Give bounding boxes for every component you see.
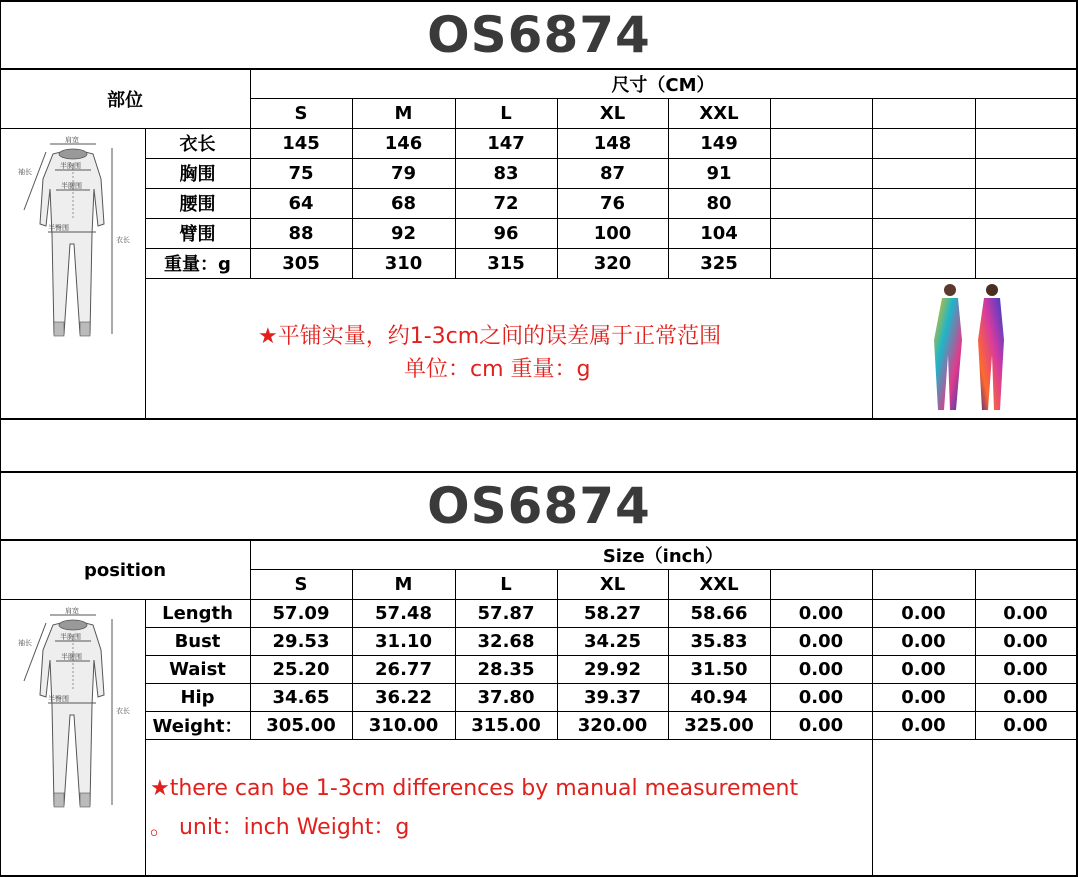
- grid-line: [145, 739, 1078, 740]
- value-cell: 0.00: [901, 714, 946, 736]
- size-label-6: [872, 98, 975, 128]
- grid-line: [872, 278, 873, 418]
- value-cell: 0.00: [901, 658, 946, 680]
- value-cell: [872, 128, 975, 158]
- size-label-6: [872, 569, 975, 599]
- diagram-label-length: 衣长: [116, 236, 130, 244]
- row-label-3: Hip: [180, 686, 215, 708]
- border-left: [0, 471, 1, 877]
- product-photo: [912, 280, 1032, 419]
- value-cell: [770, 188, 872, 218]
- note-line-1: ★平铺实量，约1-3cm之间的误差属于正常范围: [258, 324, 722, 349]
- row-label-4: 重量：g: [164, 254, 231, 275]
- value-cell: 29.92: [584, 658, 641, 680]
- position-header: position: [83, 559, 167, 581]
- grid-line: [145, 278, 1078, 279]
- value-cell: 305.00: [266, 714, 336, 736]
- value-cell: 0.00: [798, 602, 844, 624]
- diagram-label-length: 衣长: [116, 707, 130, 715]
- value-cell: 88: [288, 222, 314, 244]
- diagram-label-sleeve: 袖长: [18, 639, 32, 647]
- jumpsuit-diagram-icon: [8, 134, 138, 344]
- value-cell: 0.00: [1003, 630, 1048, 652]
- size-label-3: XL: [599, 102, 626, 124]
- row-label-0: 衣长: [179, 134, 216, 155]
- value-cell: [975, 218, 1076, 248]
- diagram-label-waist: 半腰围: [61, 653, 82, 661]
- value-cell: 25.20: [272, 658, 330, 680]
- value-cell: 0.00: [901, 602, 946, 624]
- size-label-7: [975, 98, 1076, 128]
- value-cell: 26.77: [375, 658, 432, 680]
- value-cell: 147: [487, 132, 525, 154]
- size-header: Size（inch）: [602, 546, 724, 567]
- value-cell: 0.00: [798, 630, 844, 652]
- value-cell: 87: [599, 162, 626, 184]
- value-cell: 31.10: [375, 630, 432, 652]
- diagram-label-shoulder: 肩宽: [65, 136, 79, 144]
- value-cell: [770, 128, 872, 158]
- value-cell: 36.22: [375, 686, 432, 708]
- value-cell: 35.83: [690, 630, 748, 652]
- diagram-label-bust: 半胸围: [60, 633, 81, 641]
- size-label-7: [975, 569, 1076, 599]
- value-cell: 34.65: [272, 686, 330, 708]
- value-cell: [872, 248, 975, 278]
- chart-title: OS6874: [427, 477, 651, 535]
- value-cell: 0.00: [1003, 686, 1048, 708]
- value-cell: [770, 218, 872, 248]
- value-cell: 310.00: [368, 714, 439, 736]
- value-cell: 104: [700, 222, 738, 244]
- value-cell: 75: [288, 162, 314, 184]
- value-cell: 57.09: [272, 602, 330, 624]
- note-line-2: 。 unit：inch Weight：g: [150, 815, 410, 840]
- border-left: [0, 0, 1, 420]
- value-cell: 310: [384, 252, 423, 274]
- row-label-1: 胸围: [179, 164, 216, 185]
- value-cell: 0.00: [798, 658, 844, 680]
- value-cell: 320: [593, 252, 632, 274]
- border-left: [0, 418, 1, 473]
- value-cell: 32.68: [477, 630, 535, 652]
- size-label-0: S: [294, 573, 308, 595]
- diagram-label-hip: 半臀围: [48, 695, 69, 703]
- size-label-5: [770, 98, 872, 128]
- value-cell: 57.87: [477, 602, 535, 624]
- value-cell: 64: [288, 192, 314, 214]
- size-label-0: S: [294, 102, 308, 124]
- value-cell: 320.00: [577, 714, 648, 736]
- value-cell: 145: [282, 132, 320, 154]
- value-cell: 39.37: [584, 686, 641, 708]
- size-label-3: XL: [599, 573, 626, 595]
- value-cell: 305: [282, 252, 320, 274]
- value-cell: 31.50: [690, 658, 748, 680]
- size-label-2: L: [500, 573, 512, 595]
- value-cell: 37.80: [477, 686, 535, 708]
- value-cell: 149: [700, 132, 738, 154]
- value-cell: 96: [493, 222, 519, 244]
- size-label-2: L: [500, 102, 512, 124]
- value-cell: 72: [493, 192, 519, 214]
- value-cell: 79: [390, 162, 417, 184]
- value-cell: [975, 248, 1076, 278]
- chart-title: OS6874: [427, 6, 651, 64]
- value-cell: 34.25: [584, 630, 641, 652]
- value-cell: [872, 218, 975, 248]
- jumpsuit-measurement-diagram: [8, 605, 138, 819]
- diagram-label-bust: 半胸围: [60, 162, 81, 170]
- value-cell: 92: [390, 222, 417, 244]
- position-header: 部位: [107, 90, 143, 111]
- size-label-1: M: [394, 102, 413, 124]
- grid-line: [872, 739, 873, 875]
- row-label-2: Waist: [169, 658, 226, 680]
- value-cell: [975, 158, 1076, 188]
- value-cell: [975, 128, 1076, 158]
- value-cell: 76: [599, 192, 626, 214]
- value-cell: 0.00: [798, 686, 844, 708]
- value-cell: 80: [706, 192, 732, 214]
- row-label-1: Bust: [174, 630, 221, 652]
- value-cell: 28.35: [477, 658, 535, 680]
- value-cell: 325.00: [684, 714, 754, 736]
- size-label-4: XXL: [699, 102, 739, 124]
- diagram-label-hip: 半臀围: [48, 224, 69, 232]
- jumpsuit-measurement-diagram: [8, 134, 138, 348]
- value-cell: 315.00: [471, 714, 541, 736]
- value-cell: [770, 158, 872, 188]
- jumpsuit-diagram-icon: [8, 605, 138, 815]
- value-cell: [872, 158, 975, 188]
- value-cell: 83: [493, 162, 519, 184]
- value-cell: 146: [384, 132, 423, 154]
- diagram-label-sleeve: 袖长: [18, 168, 32, 176]
- note-line-2: 单位：cm 重量：g: [404, 357, 591, 382]
- value-cell: [770, 248, 872, 278]
- value-cell: [975, 188, 1076, 218]
- value-cell: 0.00: [1003, 714, 1048, 736]
- diagram-label-shoulder: 肩宽: [65, 607, 79, 615]
- value-cell: 68: [390, 192, 417, 214]
- value-cell: [872, 188, 975, 218]
- size-label-5: [770, 569, 872, 599]
- diagram-label-waist: 半腰围: [61, 182, 82, 190]
- value-cell: 0.00: [1003, 658, 1048, 680]
- value-cell: 91: [706, 162, 732, 184]
- size-header: 尺寸（CM）: [611, 75, 715, 96]
- value-cell: 0.00: [901, 630, 946, 652]
- value-cell: 0.00: [798, 714, 844, 736]
- value-cell: 57.48: [375, 602, 432, 624]
- row-label-0: Length: [162, 602, 233, 624]
- value-cell: 315: [487, 252, 525, 274]
- value-cell: 100: [593, 222, 632, 244]
- note-line-1: ★there can be 1-3cm differences by manual measurement: [150, 776, 799, 801]
- size-label-1: M: [394, 573, 413, 595]
- value-cell: 0.00: [1003, 602, 1048, 624]
- value-cell: 0.00: [901, 686, 946, 708]
- value-cell: 29.53: [272, 630, 330, 652]
- row-label-2: 腰围: [179, 194, 216, 215]
- row-label-3: 臂围: [179, 224, 216, 245]
- value-cell: 325: [700, 252, 738, 274]
- value-cell: 148: [593, 132, 632, 154]
- value-cell: 58.66: [690, 602, 748, 624]
- size-label-4: XXL: [699, 573, 739, 595]
- row-label-4: Weight：: [152, 716, 243, 737]
- value-cell: 40.94: [690, 686, 748, 708]
- value-cell: 58.27: [584, 602, 641, 624]
